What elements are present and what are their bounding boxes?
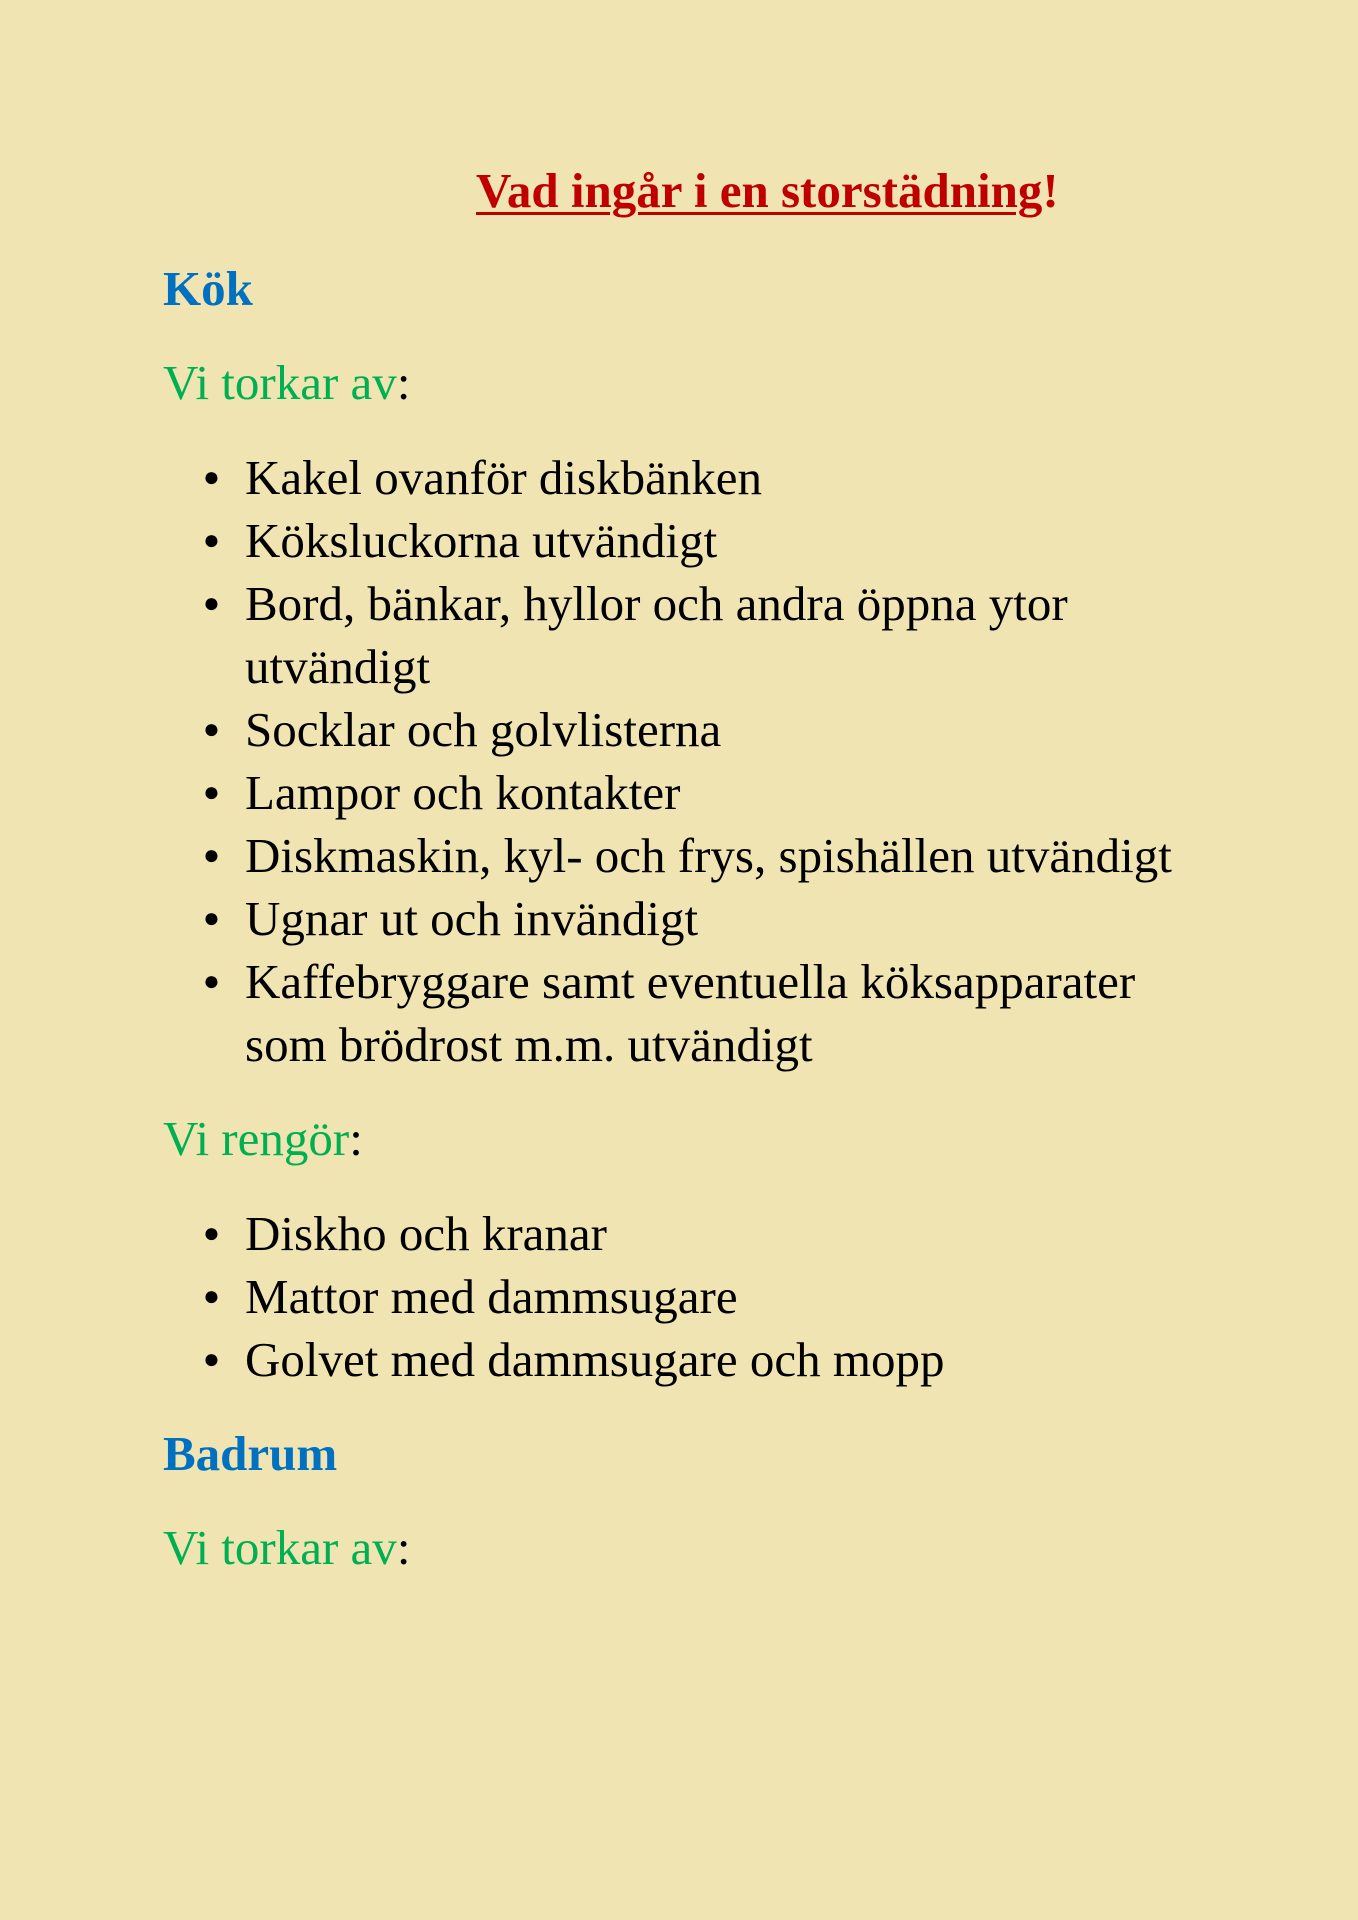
list-kok-torkar xyxy=(163,446,1223,1076)
list-kok-rengor xyxy=(163,1202,1223,1391)
bullet-icon: ● xyxy=(203,777,220,808)
subheading-kok-rengor: Vi rengör: xyxy=(163,1111,363,1166)
title-text: Vad ingår i en storstädning xyxy=(476,163,1043,218)
title-exclamation: ! xyxy=(1042,163,1059,218)
subheading-label: Vi rengör xyxy=(163,1111,350,1166)
bullet-icon: ● xyxy=(203,966,220,997)
list-item: ● Diskho och kranar xyxy=(163,1202,1223,1265)
subheading-badrum-torkar: Vi torkar av: xyxy=(163,1520,411,1575)
document-content xyxy=(163,258,1223,1579)
subheading-kok-torkar: Vi torkar av: xyxy=(163,355,411,410)
list-item: ● Bord, bänkar, hyllor och andra öppna ytor utvändigt xyxy=(163,572,1223,698)
bullet-icon: ● xyxy=(203,462,220,493)
list-item: ● Köksluckorna utvändigt xyxy=(163,509,1223,572)
bullet-icon: ● xyxy=(203,1344,220,1375)
subheading-label: Vi torkar av xyxy=(163,1520,397,1575)
bullet-icon: ● xyxy=(203,525,220,556)
bullet-icon: ● xyxy=(203,840,220,871)
list-item: ● Lampor och kontakter xyxy=(163,761,1223,824)
document-title xyxy=(476,162,1059,221)
bullet-icon: ● xyxy=(203,1218,220,1249)
list-item: ● Mattor med dammsugare xyxy=(163,1265,1223,1328)
list-item: ● Diskmaskin, kyl- och frys, spishällen utvändigt xyxy=(163,824,1223,887)
subheading-label: Vi torkar av xyxy=(163,355,397,410)
bullet-icon: ● xyxy=(203,1281,220,1312)
list-item: ● Kakel ovanför diskbänken xyxy=(163,446,1223,509)
section-heading-badrum: Badrum xyxy=(163,1426,338,1481)
list-item: ● Kaffebryggare samt eventuella köksapparater som brödrost m.m. utvändigt xyxy=(163,950,1223,1076)
bullet-icon: ● xyxy=(203,588,220,619)
list-item: ● Socklar och golvlisterna xyxy=(163,698,1223,761)
list-item: ● Ugnar ut och invändigt xyxy=(163,887,1223,950)
list-item: ● Golvet med dammsugare och mopp xyxy=(163,1328,1223,1391)
bullet-icon: ● xyxy=(203,903,220,934)
bullet-icon: ● xyxy=(203,714,220,745)
section-heading-kok: Kök xyxy=(163,261,253,316)
